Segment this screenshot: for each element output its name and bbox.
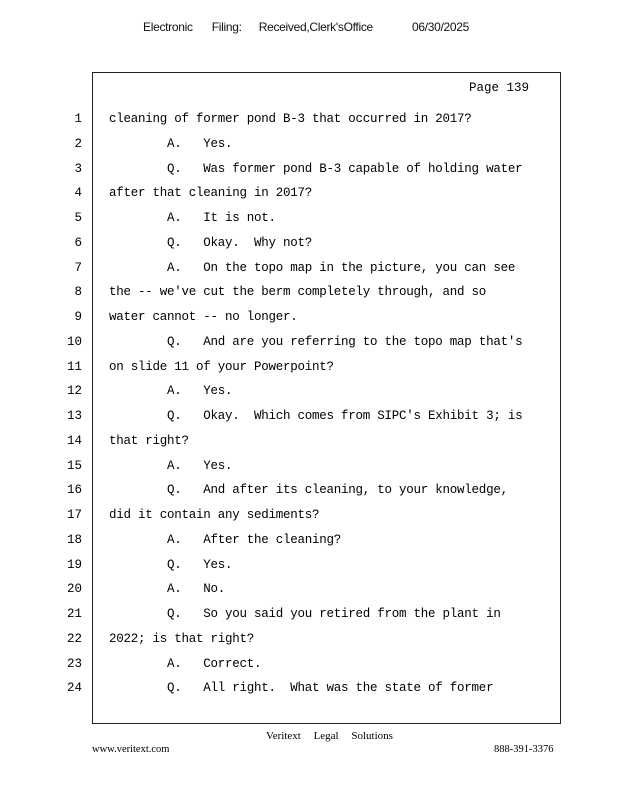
transcript-line [0, 480, 560, 500]
line-text: A. Correct. [109, 656, 262, 671]
transcript-line [0, 332, 560, 352]
footer-website: www.veritext.com [92, 744, 170, 755]
line-text: did it contain any sediments? [109, 508, 320, 522]
transcript-line [0, 678, 560, 698]
header-date: 06/30/2025 [411, 20, 470, 34]
footer-company-word-1: Veritext [266, 730, 301, 742]
footer-company [266, 730, 403, 742]
footer-company-word-3: Solutions [351, 730, 393, 742]
line-text: A. Yes. [109, 136, 233, 151]
line-number: 6 [74, 235, 82, 250]
line-text: A. It is not. [109, 211, 276, 225]
line-number: 18 [66, 532, 82, 547]
transcript-line [0, 134, 560, 154]
transcript-line [0, 505, 560, 525]
line-text: A. Yes. [109, 384, 233, 399]
transcript-line [0, 579, 560, 599]
line-text: water cannot -- no longer. [109, 310, 298, 324]
transcript-line [0, 282, 560, 302]
header-filing: Filing: [211, 20, 242, 34]
line-number: 2 [74, 136, 82, 151]
line-text: 2022; is that right? [109, 631, 255, 646]
transcript-line [0, 604, 560, 624]
line-text: A. After the cleaning? [109, 532, 342, 547]
header-electronic: Electronic [143, 20, 193, 34]
line-text: cleaning of former pond B-3 that occurred in 2017? [109, 112, 472, 126]
line-number: 23 [66, 656, 82, 671]
transcript-line [0, 629, 560, 649]
line-text: Q. So you said you retired from the plant in [109, 607, 501, 621]
transcript-line [0, 159, 560, 179]
transcript-line [0, 357, 560, 377]
line-number: 22 [66, 631, 82, 646]
line-number: 11 [66, 359, 82, 374]
line-text: Q. Was former pond B-3 capable of holding water [109, 161, 523, 176]
line-text: A. On the topo map in the picture, you can see [109, 260, 516, 275]
line-text: Q. And are you referring to the topo map that's [109, 334, 523, 349]
line-number: 17 [66, 508, 82, 522]
line-text: Q. Okay. Why not? [109, 235, 313, 250]
filing-header [143, 20, 469, 34]
transcript-line [0, 456, 560, 476]
header-received: Received,Clerk'sOffice [258, 20, 373, 34]
line-text: after that cleaning in 2017? [109, 186, 313, 201]
line-number: 9 [74, 310, 82, 324]
line-text: that right? [109, 433, 189, 448]
line-number: 24 [66, 681, 82, 696]
line-text: Q. And after its cleaning, to your knowledge, [109, 483, 508, 498]
transcript-line [0, 208, 560, 228]
transcript-line [0, 530, 560, 550]
line-number: 1 [74, 112, 82, 126]
transcript-line [0, 183, 560, 203]
transcript-line [0, 258, 560, 278]
line-number: 7 [74, 260, 82, 275]
line-text: Q. All right. What was the state of former [109, 681, 494, 696]
line-text: the -- we've cut the berm completely through, and so [109, 285, 487, 300]
line-number: 20 [66, 582, 82, 597]
line-number: 3 [74, 161, 82, 176]
line-number: 19 [66, 557, 82, 572]
line-text: A. Yes. [109, 458, 233, 473]
page-number: Page 139 [469, 81, 530, 95]
line-number: 14 [66, 433, 82, 448]
line-number: 13 [66, 409, 82, 423]
transcript-line [0, 555, 560, 575]
line-text: on slide 11 of your Powerpoint? [109, 359, 334, 374]
transcript-line [0, 307, 560, 327]
footer-company-word-2: Legal [313, 730, 339, 742]
line-text: Q. Okay. Which comes from SIPC's Exhibit 3; is [109, 409, 523, 423]
transcript-line [0, 381, 560, 401]
line-number: 16 [66, 483, 82, 498]
line-number: 8 [74, 285, 82, 300]
transcript-line [0, 431, 560, 451]
transcript-line [0, 109, 560, 129]
transcript-line [0, 406, 560, 426]
line-text: A. No. [109, 582, 226, 597]
transcript-line [0, 654, 560, 674]
line-number: 15 [66, 458, 82, 473]
line-number: 21 [66, 607, 82, 621]
transcript-line [0, 233, 560, 253]
line-number: 10 [66, 334, 82, 349]
line-number: 4 [74, 186, 82, 201]
line-number: 12 [66, 384, 82, 399]
line-text: Q. Yes. [109, 557, 233, 572]
footer-phone: 888-391-3376 [494, 744, 554, 755]
line-number: 5 [74, 211, 82, 225]
